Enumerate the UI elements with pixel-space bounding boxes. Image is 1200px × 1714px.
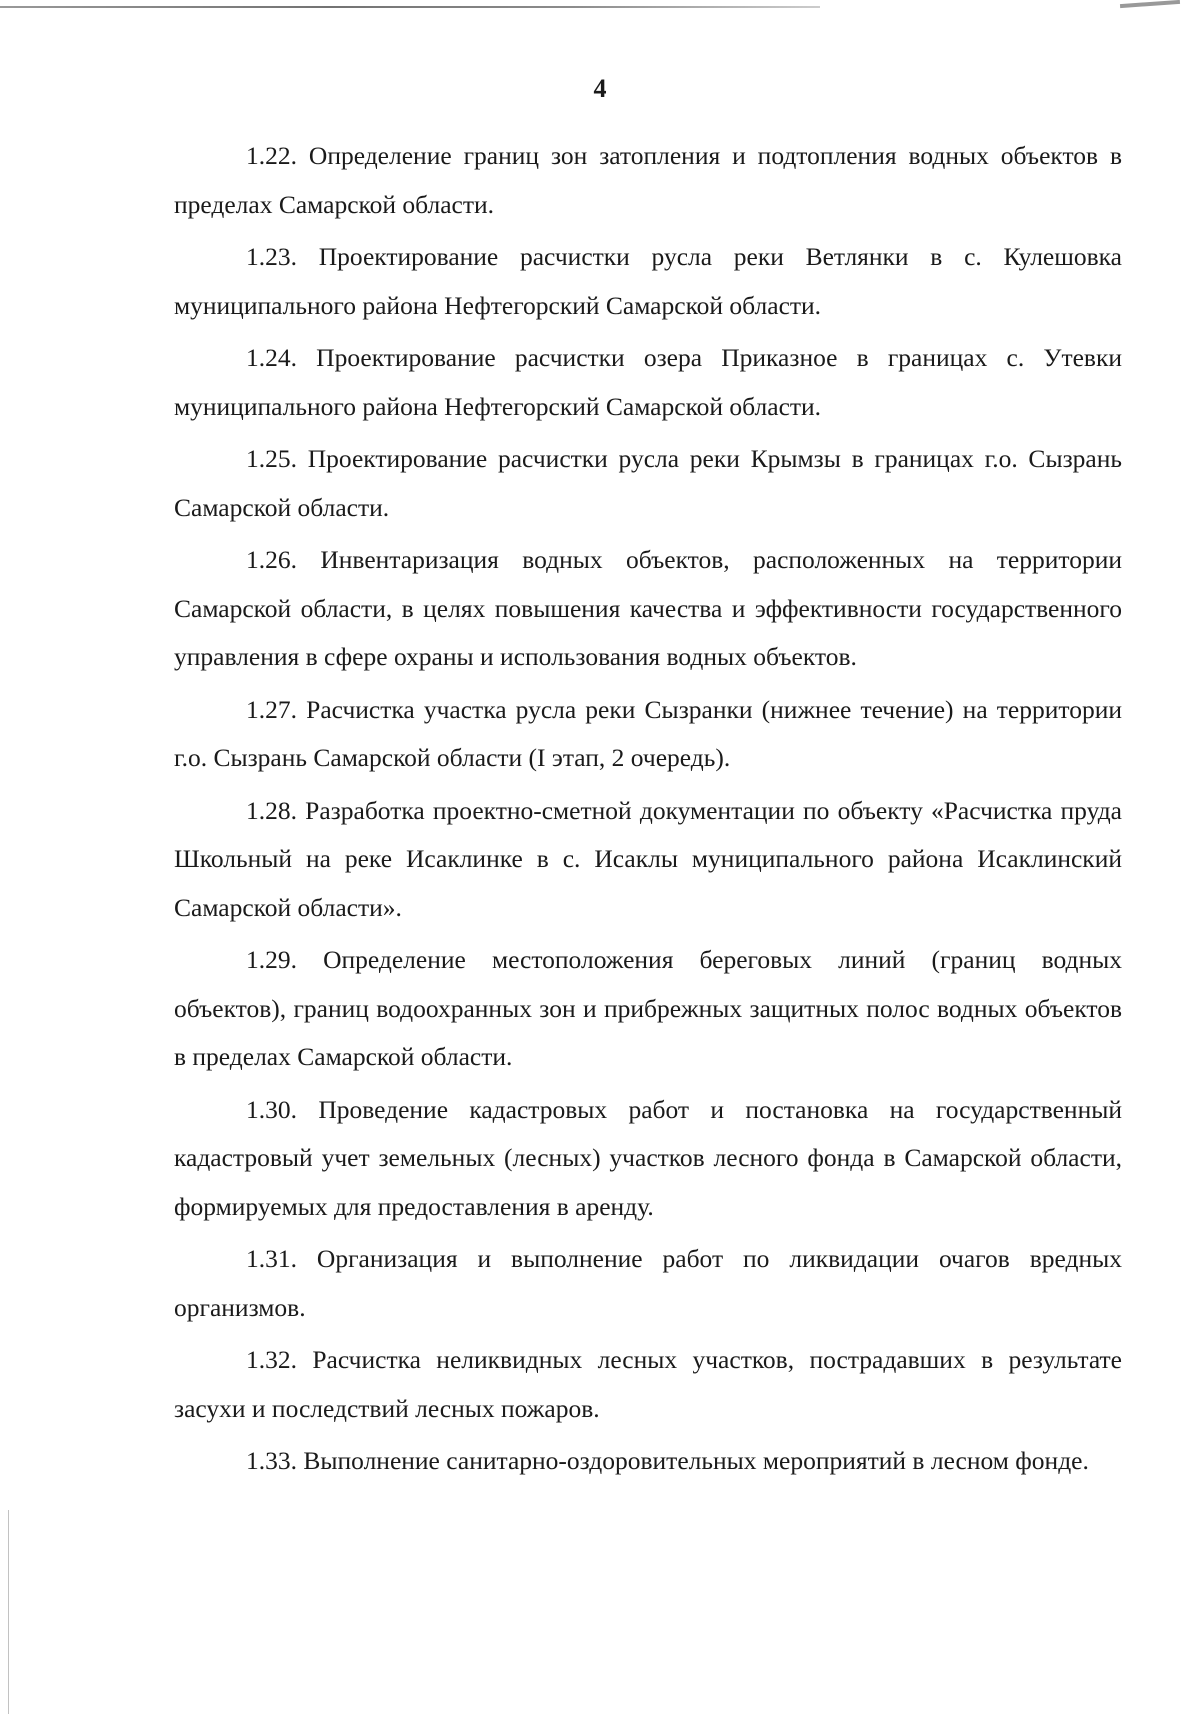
list-item: 1.32. Расчистка неликвидных лесных участков, пострадавших в результате засухи и последствий лесных пожаров. <box>174 1345 1122 1423</box>
list-item: 1.31. Организация и выполнение работ по ликвидации очагов вредных организмов. <box>174 1244 1122 1322</box>
list-item: 1.28. Разработка проектно-сметной документации по объекту «Расчистка пруда Школьный на реке Исаклинке в с. Исаклы муниципального района Исаклинский Самарской области». <box>174 795 1122 922</box>
list-item: 1.30. Проведение кадастровых работ и постановка на государственный кадастровый учет земельных (лесных) участков лесного фонда в Самарской области, формируемых для предоставления в аренду. <box>174 1094 1122 1221</box>
document-body <box>174 132 1122 1490</box>
scan-artifact-left-edge <box>8 1510 9 1714</box>
scan-artifact-top-line <box>0 6 820 8</box>
list-item: 1.33. Выполнение санитарно-оздоровительных мероприятий в лесном фонде. <box>246 1446 1089 1475</box>
list-item: 1.24. Проектирование расчистки озера Приказное в границах с. Утевки муниципального района Нефтегорский Самарской области. <box>174 343 1122 421</box>
list-item: 1.29. Определение местоположения береговых линий (границ водных объектов), границ водоохранных зон и прибрежных защитных полос водных объектов в пределах Самарской области. <box>174 945 1122 1071</box>
list-item: 1.26. Инвентаризация водных объектов, расположенных на территории Самарской области, в целях повышения качества и эффективности государственного управления в сфере охраны и использования водных объектов. <box>174 545 1122 671</box>
list-item: 1.25. Проектирование расчистки русла реки Крымзы в границах г.о. Сызрань Самарской области. <box>174 444 1122 522</box>
list-item: 1.22. Определение границ зон затопления и подтопления водных объектов в пределах Самарской области. <box>174 141 1122 219</box>
list-item: 1.27. Расчистка участка русла реки Сызранки (нижнее течение) на территории г.о. Сызрань Самарской области (I этап, 2 очередь). <box>174 694 1122 772</box>
list-item: 1.23. Проектирование расчистки русла реки Ветлянки в с. Кулешовка муниципального района Нефтегорский Самарской области. <box>174 242 1122 320</box>
scan-artifact-top-right-mark <box>1120 0 1180 8</box>
page-number: 4 <box>593 74 607 103</box>
